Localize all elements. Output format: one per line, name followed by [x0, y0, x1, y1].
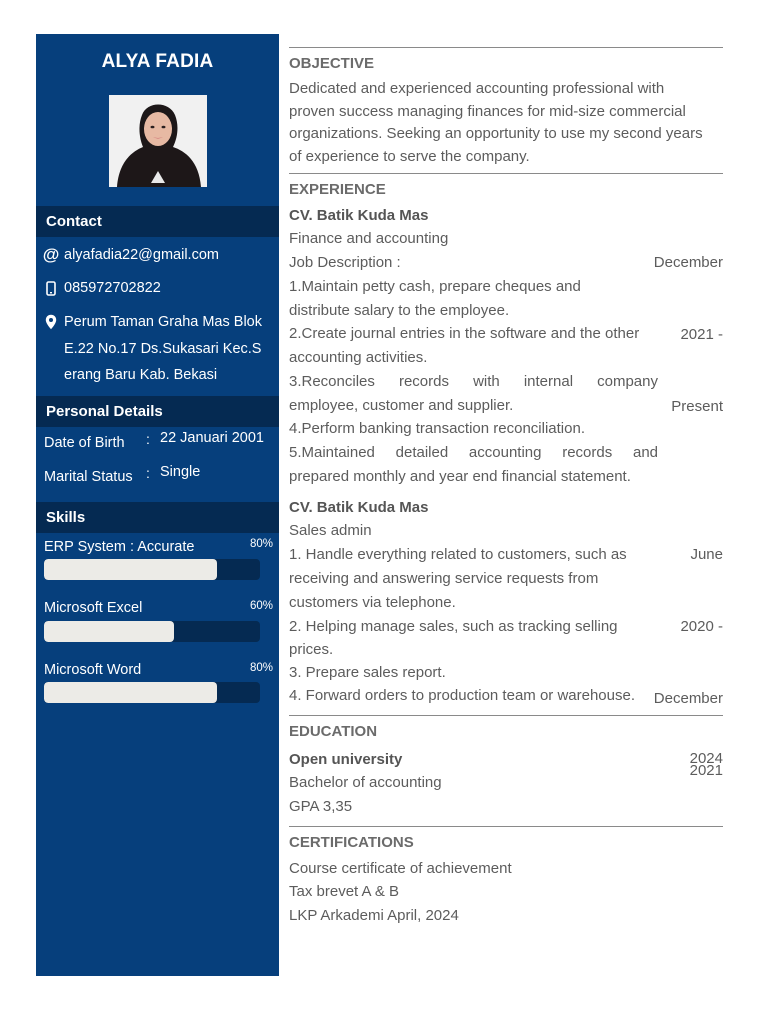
address-row	[42, 313, 262, 389]
certification-item: Course certificate of achievement	[289, 860, 512, 877]
skill-name: ERP System : Accurate	[44, 539, 195, 555]
job-company: CV. Batik Kuda Mas	[289, 499, 429, 516]
contact-heading: Contact	[36, 206, 279, 237]
job-duty-line: 1. Handle everything related to customers, such as	[289, 546, 627, 563]
profile-photo	[109, 95, 207, 187]
divider	[289, 826, 723, 827]
marital-status-value: Single	[160, 464, 201, 480]
job-date	[654, 203, 723, 443]
job-date-line: December	[653, 254, 723, 271]
personal-details-heading: Personal Details	[36, 396, 279, 427]
objective-line: organizations. Seeking an opportunity to use my second years	[289, 125, 703, 142]
job-duty-line: prepared monthly and year end financial statement.	[289, 468, 631, 485]
job-duty-line: 4.Perform banking transaction reconciliation.	[289, 420, 585, 437]
job-role: Sales admin	[289, 522, 372, 539]
job-date-line: 2020 -	[680, 618, 723, 635]
job-duty-line: employee, customer and supplier.	[289, 397, 514, 414]
dob-label: Date of Birth	[44, 435, 125, 451]
job-duty-line: 2. Helping manage sales, such as tracking selling	[289, 618, 618, 635]
job-duty-line: 3. Prepare sales report.	[289, 664, 446, 681]
skills-heading: Skills	[36, 502, 279, 533]
skill-bar	[44, 621, 260, 642]
education-school: Open university	[289, 751, 403, 768]
job-company: CV. Batik Kuda Mas	[289, 207, 429, 224]
education-degree: Bachelor of accounting	[289, 774, 442, 791]
skill-bar-fill	[44, 682, 217, 703]
email-row	[42, 246, 219, 269]
dob-colon: :	[146, 431, 150, 447]
skill-bar	[44, 682, 260, 703]
job-duty-line: customers via telephone.	[289, 594, 456, 611]
objective-line: of experience to serve the company.	[289, 147, 530, 165]
skill-bar	[44, 559, 260, 580]
divider	[289, 715, 723, 716]
job-date-line: Present	[671, 398, 723, 415]
address-text	[64, 309, 262, 389]
at-icon: @	[42, 245, 60, 264]
job-duty-line: prices.	[289, 641, 334, 658]
job-duty-line: 5.Maintained detailed accounting records and	[289, 444, 658, 461]
job-duty-line: distribute salary to the employee.	[289, 302, 510, 319]
dob-value: 22 Januari 2001	[160, 430, 264, 446]
certifications-heading: CERTIFICATIONS	[289, 834, 414, 851]
address-line: Perum Taman Graha Mas Blok	[64, 314, 262, 330]
skill-percent: 60%	[249, 600, 273, 612]
skill-name: Microsoft Excel	[44, 600, 143, 616]
phone-icon	[42, 279, 60, 297]
education-year: 2024	[689, 750, 723, 767]
job-duty-line: receiving and answering service requests from	[289, 570, 599, 587]
address-line: erang Baru Kab. Bekasi	[64, 367, 218, 383]
divider	[289, 47, 723, 48]
skill-percent: 80%	[249, 538, 273, 550]
education-gpa: GPA 3,35	[289, 798, 353, 815]
certification-item: Tax brevet A & B	[289, 883, 400, 900]
job-date-line: June	[690, 546, 723, 563]
skill-bar-fill	[44, 559, 217, 580]
job-date-line: 2021	[689, 762, 723, 779]
job-duty-line: 3.Reconciles records with internal company	[289, 373, 658, 390]
job-duty-line: 2.Create journal entries in the software and the other	[289, 325, 640, 342]
email-text: alyafadia22@gmail.com	[64, 247, 219, 263]
phone-row	[42, 279, 161, 302]
job-date-line: 2021 -	[680, 326, 723, 343]
marital-status-colon: :	[146, 465, 150, 481]
candidate-name: ALYA FADIA	[101, 51, 214, 72]
objective-line: Dedicated and experienced accounting professional with	[289, 80, 665, 97]
divider	[289, 173, 723, 174]
job-description-label: Job Description :	[289, 254, 401, 271]
marital-status-label: Marital Status	[44, 469, 133, 485]
experience-heading: EXPERIENCE	[289, 181, 386, 198]
location-pin-icon	[42, 313, 60, 331]
job-duty-line: 4. Forward orders to production team or warehouse.	[289, 687, 636, 704]
education-heading: EDUCATION	[289, 723, 378, 740]
phone-text: 085972702822	[64, 280, 161, 296]
skill-name: Microsoft Word	[44, 662, 142, 678]
skill-percent: 80%	[249, 662, 273, 674]
job-duty-line: 1.Maintain petty cash, prepare cheques and	[289, 278, 581, 295]
job-date-line: December	[653, 690, 723, 707]
address-line: E.22 No.17 Ds.Sukasari Kec.S	[64, 340, 262, 357]
skill-bar-fill	[44, 621, 174, 642]
job-role: Finance and accounting	[289, 230, 449, 247]
objective-heading: OBJECTIVE	[289, 55, 375, 72]
certification-item: LKP Arkademi April, 2024	[289, 907, 459, 924]
job-duty-line: accounting activities.	[289, 349, 428, 366]
objective-line: proven success managing finances for mid-size commercial	[289, 102, 686, 120]
sidebar	[36, 34, 279, 976]
objective-text	[289, 78, 703, 168]
